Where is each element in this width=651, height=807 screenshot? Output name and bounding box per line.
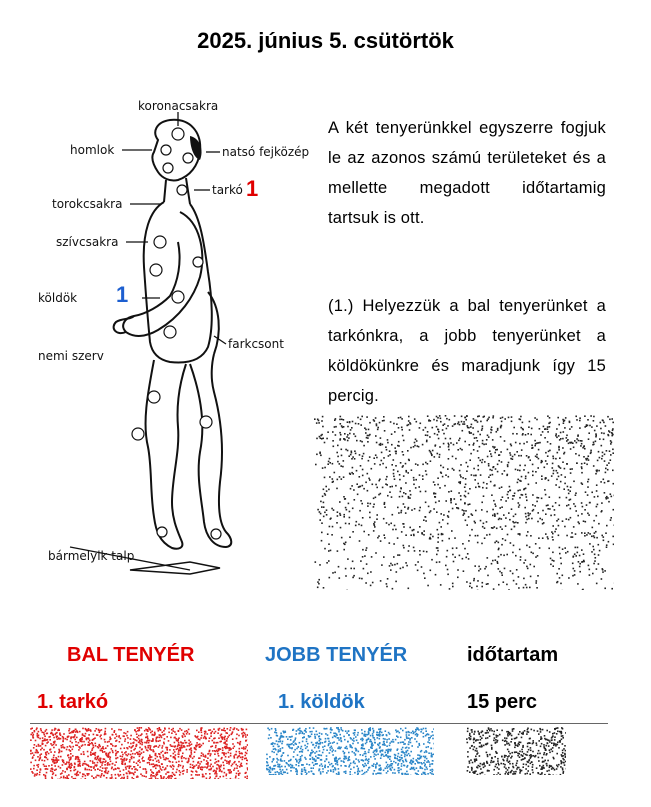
speckle-noise-area xyxy=(314,415,614,590)
sole-arrow xyxy=(130,562,220,574)
label-genitals: nemi szerv xyxy=(38,349,104,363)
label-back-of-head: natsó fejközép xyxy=(222,145,310,159)
header-right-palm: JOBB TENYÉR xyxy=(265,644,408,666)
body-diagram xyxy=(30,92,320,577)
speckle-noise-black xyxy=(466,727,566,775)
table-row-right-cell: 1. köldök xyxy=(278,691,365,713)
table-divider xyxy=(30,723,608,724)
label-crown: koronacsakra xyxy=(138,99,219,113)
label-pointers xyxy=(70,112,226,570)
page-title: 2025. június 5. csütörtök xyxy=(197,28,454,53)
label-navel: köldök xyxy=(38,291,78,305)
navel-number: 1 xyxy=(116,282,129,307)
label-sole: bármelyik talp xyxy=(48,549,135,563)
label-tailbone: farkcsont xyxy=(228,337,284,351)
label-heart: szívcsakra xyxy=(56,235,119,249)
speckle-noise-red xyxy=(30,727,248,779)
table-row-duration-cell: 15 perc xyxy=(467,691,538,713)
label-throat: torokcsakra xyxy=(52,197,123,211)
instruction-paragraph: (1.) Helyezzük a bal tenyerünket a tarkónkra, a jobb tenyerünket a köldökünkre és maradjunk így 15 percig. xyxy=(328,297,606,405)
label-nape: tarkó xyxy=(212,183,243,197)
body-figure-svg xyxy=(30,92,320,577)
header-left-palm: BAL TENYÉR xyxy=(67,644,195,666)
table-row-left-cell: 1. tarkó xyxy=(37,691,109,713)
speckle-noise-blue xyxy=(266,727,434,775)
speckle-noise-svg xyxy=(314,415,614,590)
header-duration: időtartam xyxy=(467,644,559,666)
intro-paragraph: A két tenyerünkkel egyszerre fogjuk le az azonos számú területeket és a mellette megadott időtartamig tartsuk is ott. xyxy=(328,119,606,227)
nape-number: 1 xyxy=(246,176,259,201)
label-forehead: homlok xyxy=(70,143,115,157)
